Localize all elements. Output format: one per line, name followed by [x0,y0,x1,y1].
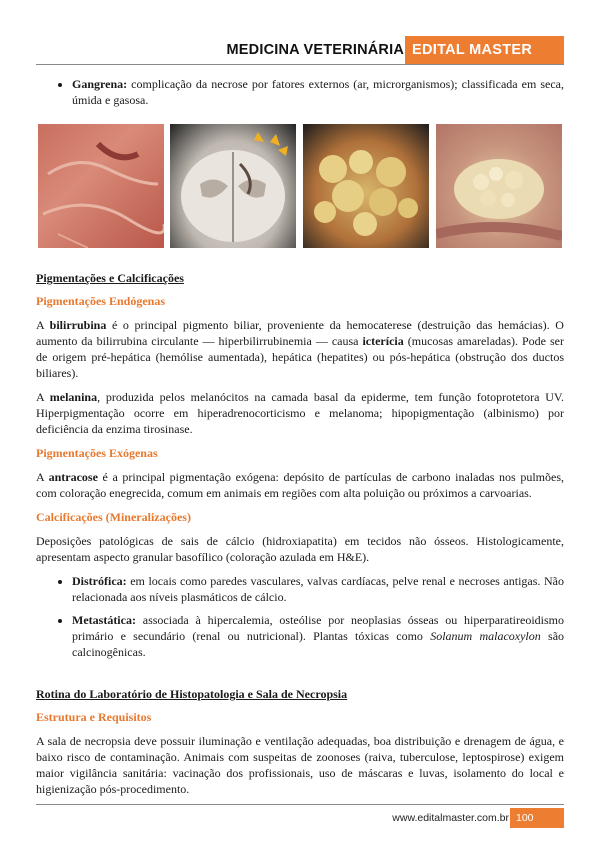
text-fragment: é o principal pigmento biliar, proveniente da hemocaterese (destruição das hemácias). O aumento da bilirrubina circulante — hiperbilirrubinemia — causa [36,318,564,348]
term-melanina: melanina [49,390,98,404]
subheading-calcificacoes: Calcificações (Mineralizações) [36,510,191,524]
gangrena-text: complicação da necrose por fatores externos (ar, microrganismos); classificada em seca, úmida e gasosa. [72,77,564,107]
spacer [36,668,564,686]
paragraph-calcificacoes: Deposições patológicas de sais de cálcio (hidroxiapatita) em tecidos não ósseos. Histologicamente, apresentam aspecto granular basofílico (coloração azulada em H&E). [36,534,564,564]
paragraph-estrutura: A sala de necropsia deve possuir iluminação e ventilação adequadas, boa distribuição e drenagem de água, e baixo risco de contaminação. Animais com suspeitas de zoonoses (raiva, tuberculose, leptospirose) exigem maior vigilância sanitária: vacinação dos profissionais, uso de máscaras e luvas, isolamento do local e higienização pós-procedimento. [36,734,564,796]
footer-divider [36,804,564,805]
header-badge: EDITAL MASTER [405,36,564,64]
calcificacoes-list [36,573,564,660]
paragraph-melanina [36,389,564,437]
text-fragment: é a principal pigmentação exógena: depósito de partículas de carbono inaladas nos pulmões, com coloração enegrecida, comum em animais em regiões com alta poluição ou próximos a carvoarias. [36,470,564,500]
text-fragment: em locais como paredes vasculares, valvas cardíacas, pelve renal e necroses antigas. Não relacionada aos níveis plasmáticos de cálcio. [72,574,564,604]
subheading-endogenas: Pigmentações Endógenas [36,294,165,308]
page-content [36,76,564,115]
photo-3 [303,124,429,248]
photo-4 [436,124,562,248]
term-distrofica: Distrófica: [72,574,127,588]
term-metastatica: Metastática: [72,613,136,627]
species-name: Solanum malacoxylon [430,629,541,643]
text-fragment: A [36,470,49,484]
subheading-estrutura: Estrutura e Requisitos [36,710,152,724]
page-number: 100 [510,808,564,828]
photo-1 [38,124,164,248]
gangrena-item [72,76,564,108]
paragraph-antracose [36,469,564,501]
header-divider [36,64,564,65]
necrosis-image-row [38,124,562,248]
page-header [36,36,564,64]
term-bilirrubina: bilirrubina [49,318,107,332]
text-fragment: A [36,318,50,332]
text-fragment: são calcinogênicas. [72,629,565,659]
gangrena-list [36,76,564,108]
text-fragment: A [36,390,50,404]
section-heading-pigmentacoes: Pigmentações e Calcificações [36,271,184,285]
paragraph-bilirrubina [36,317,564,381]
list-item-metastatica [72,612,564,660]
text-fragment: (mucosas amareladas). Pode ser de origem pré-hepática (hemólise aumentada), hepática (hepatites) ou pós-hepática (obstrução dos ductos biliares). [36,334,564,380]
section-heading-rotina: Rotina do Laboratório de Histopatologia e Sala de Necropsia [36,687,348,701]
list-item-distrofica [72,573,564,605]
text-fragment: associada à hipercalemia, osteólise por neoplasias ósseas ou hiperparatireoidismo primário e secundário (renal ou nutricional). Plantas tóxicas como [72,613,564,643]
term-ictericia: icterícia [362,334,404,348]
photo-2 [170,124,296,248]
main-text [36,270,564,805]
footer-url: www.editalmaster.com.br [392,812,509,824]
text-fragment: , produzida pelos melanócitos na camada basal da epiderme, tem função fotoprotetora UV. Hiperpigmentação ocorre em hiperadrenocorticismo e melanoma; hipopigmentação (albinismo) por deficiência da enzima tirosinase. [36,390,564,436]
term-antracose: antracose [48,470,98,484]
gangrena-term: Gangrena: [72,77,128,91]
subheading-exogenas: Pigmentações Exógenas [36,446,158,460]
header-title: MEDICINA VETERINÁRIA [226,42,404,58]
